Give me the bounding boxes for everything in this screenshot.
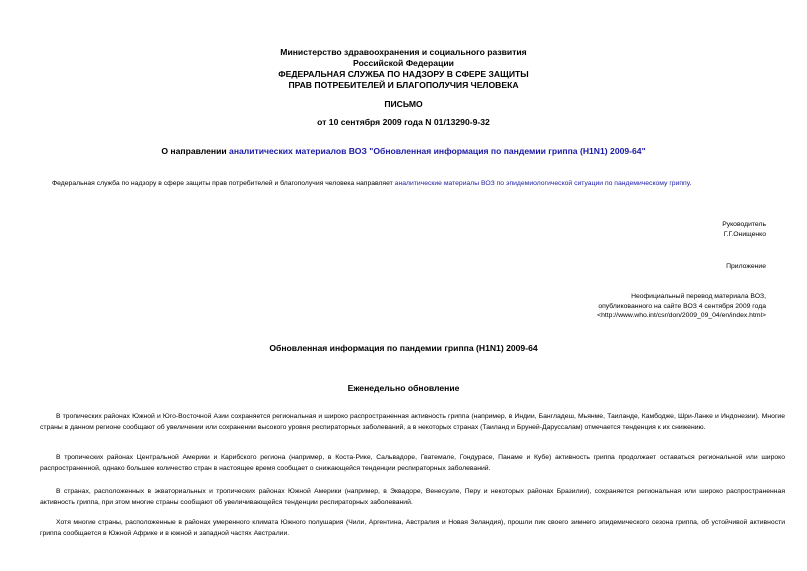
appendix-label: Приложение (726, 263, 766, 270)
signature-name: Г.Г.Онищенко (723, 230, 766, 238)
ministry-line-1: Министерство здравоохранения и социального развития (280, 47, 527, 57)
report-paragraph-2: В тропических районах Центральной Америки и Карибского региона (например, в Коста-Рике, Сальвадоре, Гватемале, Гондурасе, Панаме и Кубе) активность гриппа продолжает оставаться региональной или широко распространенной, однако большее количество стран в настоящее время сообщает о снижающейся тенденции респираторных заболеваний. (40, 454, 785, 472)
intro-text: Федеральная служба по надзору в сфере защиты прав потребителей и благополучия человека направляет (52, 180, 395, 187)
ministry-line-2: Российской Федерации (353, 58, 454, 68)
doc-type: ПИСЬМО (384, 99, 423, 109)
report-paragraph-1: В тропических районах Южной и Юго-Восточной Азии сохраняется региональная и широко распространенная активность гриппа (например, в Индии, Бангладеш, Мьянме, Таиланде, Камбодже, Шри-Ланке и Индонезии). Многие страны в данном регионе сообщают об увеличении или сохранении высокого уровня респираторных заболеваний, а в некоторых странах (Таиланд и Бруней-Даруссалам) отмечается тенденция к их снижению. (40, 413, 785, 431)
report-subtitle: Еженедельно обновление (347, 383, 460, 393)
subject-prefix: О направлении (161, 146, 230, 156)
intro-suffix: . (689, 180, 692, 187)
translation-note (597, 292, 766, 321)
report-paragraph-4: Хотя многие страны, расположенные в районах умеренного климата Южного полушария (Чили, Аргентина, Австралия и Новая Зеландия), прошли пик своего зимнего эпидемического сезона гриппа, об устойчивой активности гриппа сообщается в Южной Африке и в южной и западной частях Австралии. (40, 519, 785, 537)
report-paragraph-3: В странах, расположенных в экваториальных и тропических районах Южной Америки (например, в Эквадоре, Венесуэле, Перу и некоторых районах Бразилии), сохраняется региональная или широко распространенная активность гриппа, при этом многие страны сообщают об увеличивающейся тенденции респираторных заболеваний. (40, 488, 785, 506)
intro-paragraph (52, 179, 792, 188)
service-line-2: ПРАВ ПОТРЕБИТЕЛЕЙ И БЛАГОПОЛУЧИЯ ЧЕЛОВЕКА (288, 80, 519, 90)
service-line-1: ФЕДЕРАЛЬНАЯ СЛУЖБА ПО НАДЗОРУ В СФЕРЕ ЗАЩИТЫ (278, 69, 529, 79)
translation-note-url: <http://www.who.int/csr/don/2009_09_04/en/index.html> (597, 312, 766, 319)
translation-note-line-2: опубликованного на сайте ВОЗ 4 сентября 2009 года (598, 302, 766, 310)
report-title: Обновленная информация по пандемии гриппа (H1N1) 2009-64 (269, 343, 538, 353)
subject-line (0, 146, 807, 156)
subject-link[interactable]: аналитических материалов ВОЗ "Обновленная информация по пандемии гриппа (H1N1) 2009-64" (229, 146, 646, 156)
signature-position: Руководитель (722, 221, 766, 228)
intro-link[interactable]: аналитические материалы ВОЗ по эпидемиологической ситуации по пандемическому гриппу (394, 180, 690, 187)
translation-note-line-1: Неофициальный перевод материала ВОЗ, (631, 293, 766, 300)
signature-block (722, 220, 766, 239)
doc-date: от 10 сентября 2009 года N 01/13290-9-32 (317, 117, 490, 127)
